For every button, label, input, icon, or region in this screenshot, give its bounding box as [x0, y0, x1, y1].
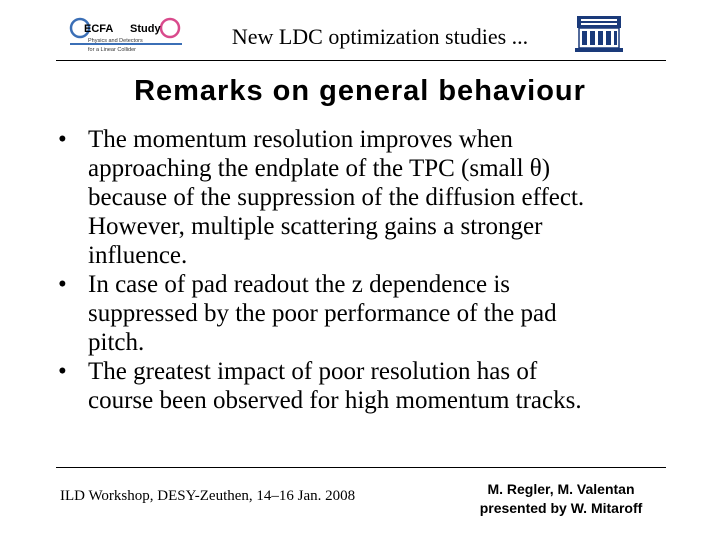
bullet-item	[58, 357, 678, 415]
footer-divider	[56, 467, 666, 468]
logo-subtext-1: Physics and Detectors	[88, 38, 143, 44]
bullet-line: because of the suppression of the diffusion effect.	[88, 184, 585, 211]
bullet-line: course been observed for high momentum tracks.	[88, 387, 582, 414]
slide-title: Remarks on general behaviour	[134, 75, 586, 107]
footer-authors	[455, 480, 667, 518]
bullet-line: In case of pad readout the z dependence is	[88, 271, 511, 298]
footer-presenter-line: presented by W. Mitaroff	[479, 500, 643, 516]
logo-text-ecfa: ECFA	[84, 23, 114, 35]
bullet-line: The greatest impact of poor resolution has of	[88, 358, 538, 385]
header-divider	[56, 60, 666, 61]
footer-authors-line: M. Regler, M. Valentan	[487, 481, 635, 497]
bullet-line: approaching the endplate of the TPC (small θ)	[88, 155, 551, 182]
bullet-line: However, multiple scattering gains a stronger	[88, 213, 543, 240]
header-title: New LDC optimization studies ...	[231, 24, 529, 49]
bullet-dot-icon: •	[58, 271, 67, 298]
bullet-line: pitch.	[88, 329, 145, 356]
bullet-line: The momentum resolution improves when	[88, 126, 513, 153]
institute-logo	[573, 14, 625, 54]
logo-subtext-2: for a Linear Collider	[88, 47, 136, 53]
bullet-line: influence.	[88, 242, 188, 269]
bullet-item	[58, 270, 678, 357]
bullet-dot-icon: •	[58, 358, 67, 385]
logo-text-study: Study	[130, 23, 161, 35]
bullet-item	[58, 125, 678, 270]
ecfa-study-logo	[66, 14, 188, 56]
footer-event: ILD Workshop, DESY-Zeuthen, 14–16 Jan. 2008	[60, 488, 356, 504]
bullet-list	[58, 125, 678, 415]
bullet-line: suppressed by the poor performance of the pad	[88, 300, 557, 327]
bullet-dot-icon: •	[58, 126, 67, 153]
